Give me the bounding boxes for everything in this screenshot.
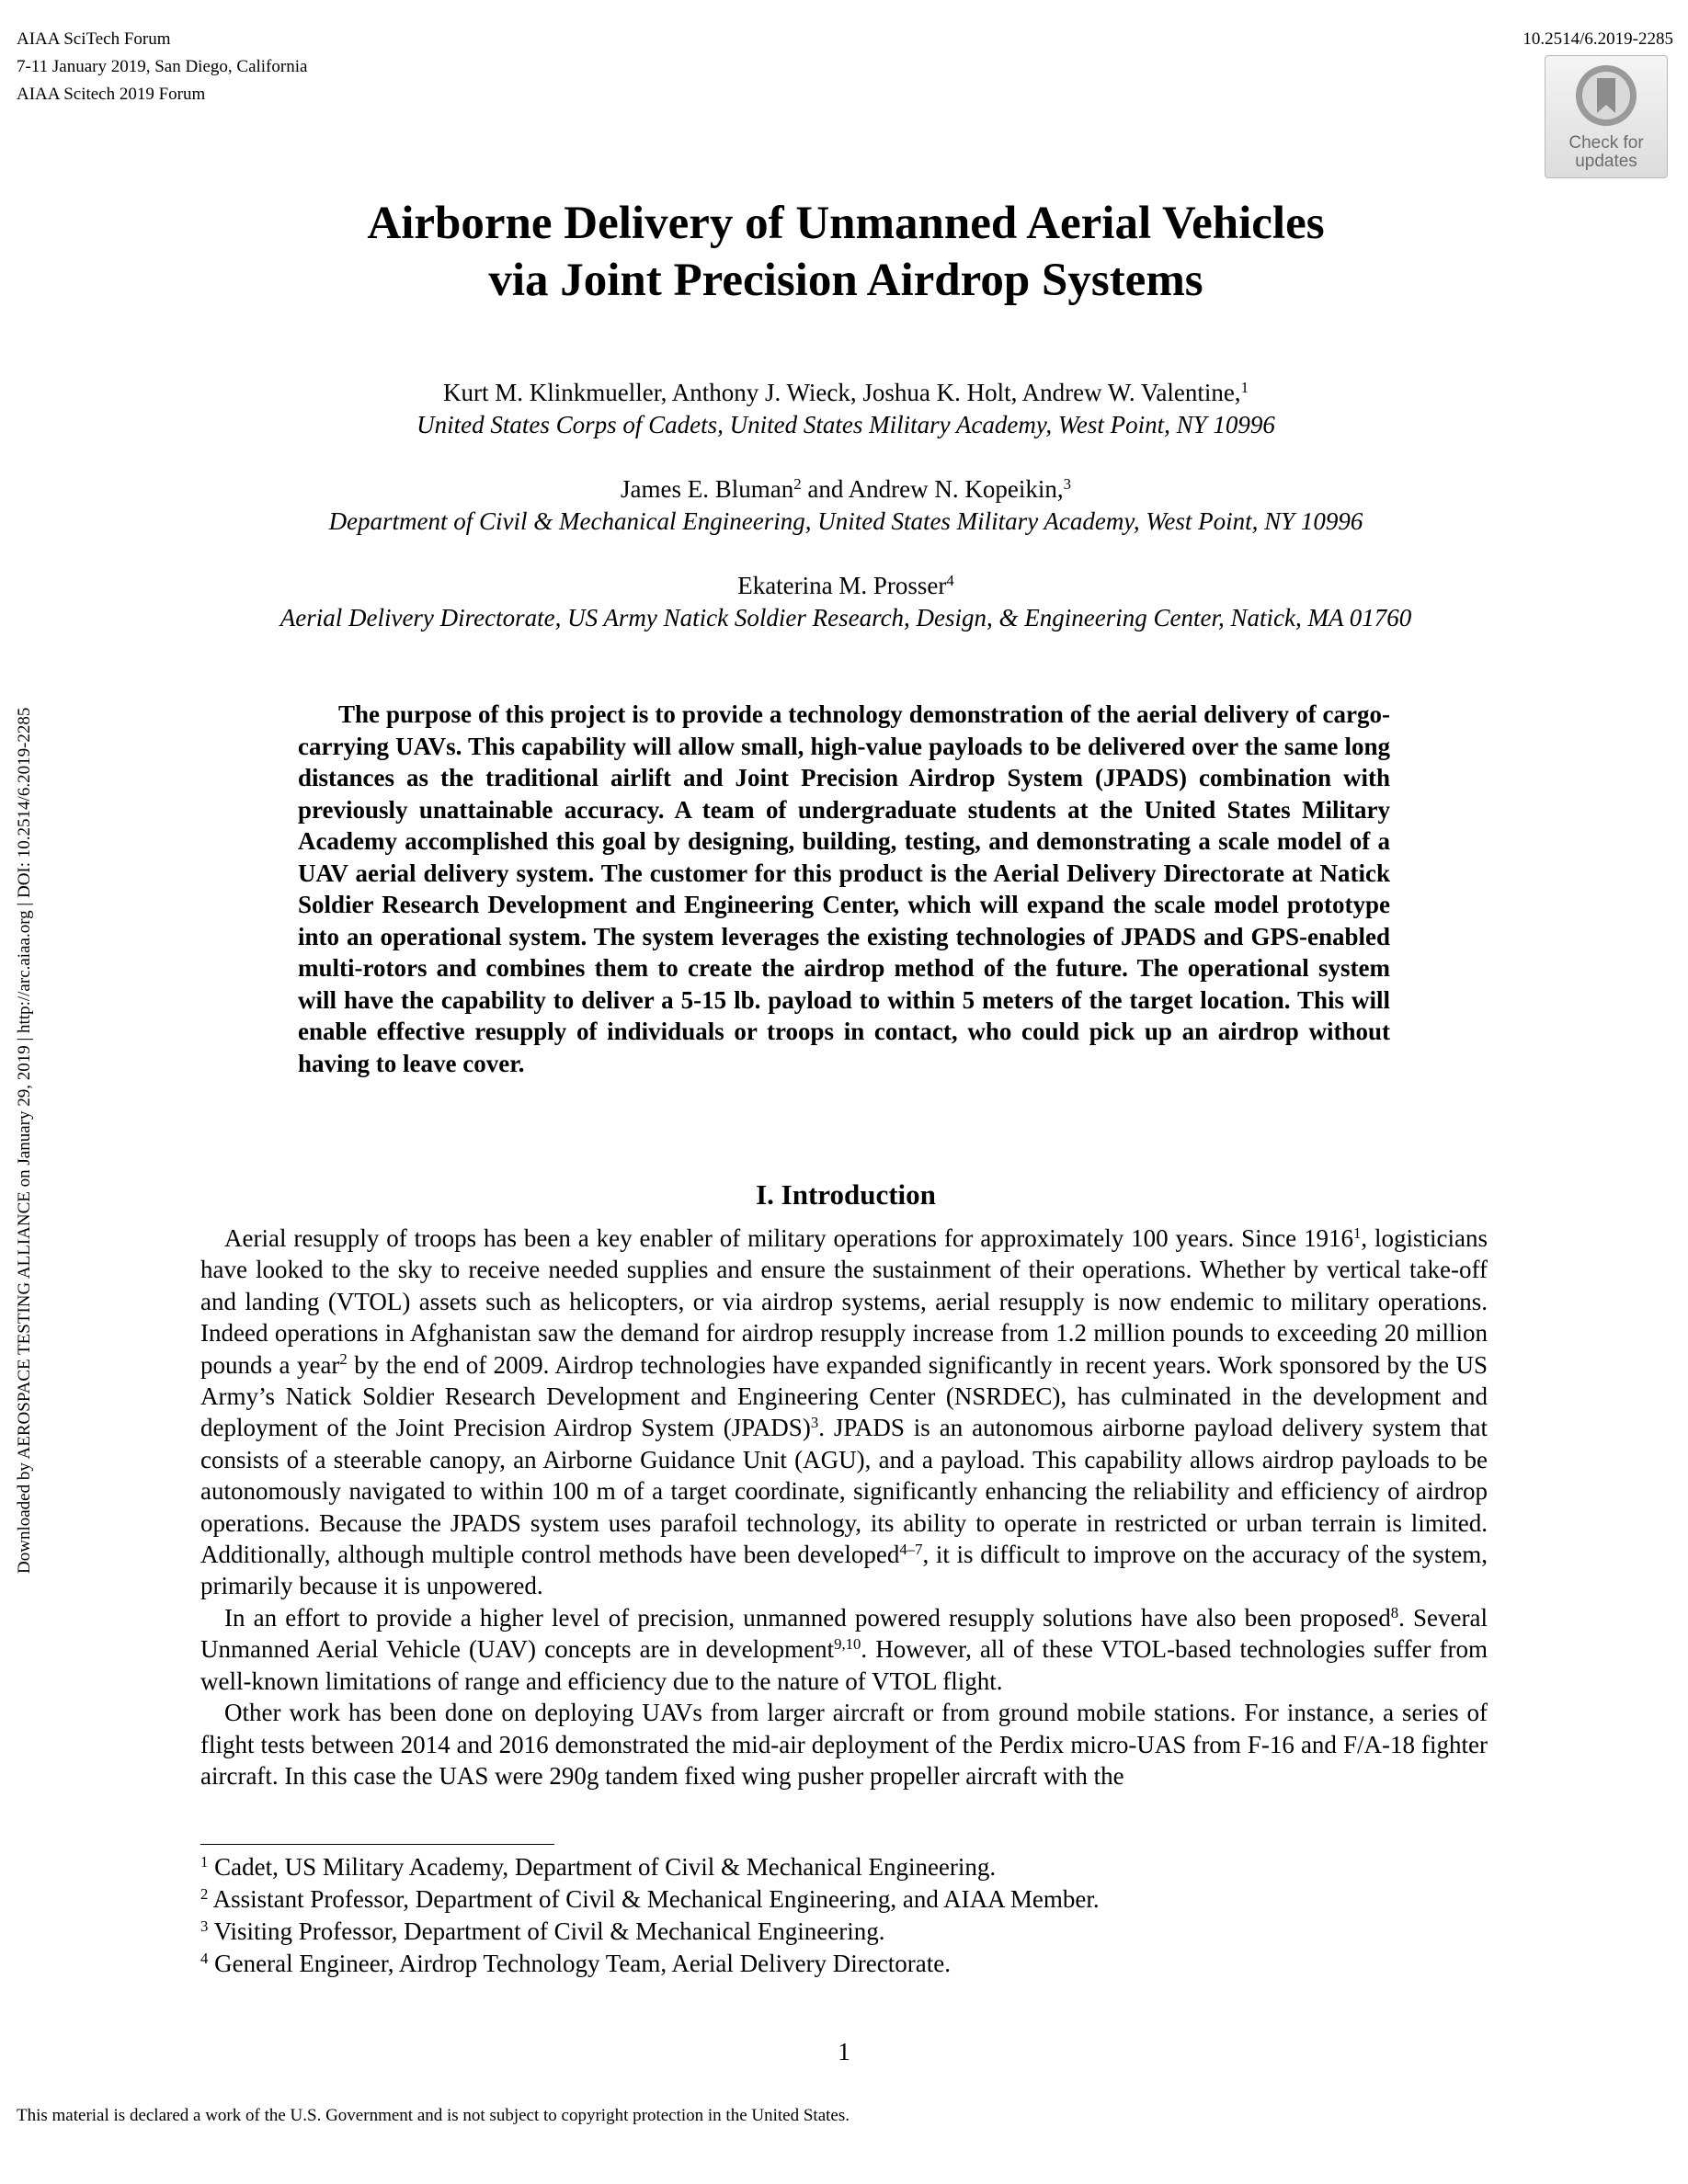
footnote [200,1851,1488,1883]
text-run: In an effort to provide a higher level of precision, unmanned powered resupply solutions have also been proposed [224,1603,1391,1632]
text-run: . Several Unmanned Aerial Vehicle (UAV) concepts are in development [200,1603,1488,1664]
author-names: Kurt M. Klinkmueller, Anthony J. Wieck, Joshua K. Holt, Andrew W. Valentine, [443,379,1241,406]
paragraph [200,1223,1488,1602]
check-for-updates-badge[interactable] [1545,55,1668,178]
author-block-faculty [110,473,1581,538]
footnote-text: General Engineer, Airdrop Technology Team, Aerial Delivery Directorate. [208,1950,951,1977]
abstract: The purpose of this project is to provide a technology demonstration of the aerial delivery of cargo-carrying UAVs. This capability will allow small, high-value payloads to be delivered over the same long distances as the traditional airlift and Joint Precision Airdrop System (JPADS) combination with previously unattainable accuracy. A team of undergraduate students at the United States Military Academy accomplished this goal by designing, building, testing, and demonstrating a scale model of a UAV aerial delivery system. The customer for this product is the Aerial Delivery Directorate at Natick Soldier Research Development and Engineering Center, which will expand the scale model prototype into an operational system. The system leverages the existing technologies of JPADS and GPS-enabled multi-rotors and combines them to create the airdrop method of the future. The operational system will have the capability to deliver a 5-15 lb. payload to within 5 meters of the target location. This will enable effective resupply of individuals or troops in contact, who could pick up an airdrop without having to leave cover. [298,700,1390,1077]
paragraph [200,1602,1488,1697]
badge-label-line2: updates [1575,152,1637,171]
footnote-mark: 4 [946,571,954,589]
footnote-mark: 4 [200,1949,209,1967]
footnotes [200,1851,1488,1980]
introduction-body [200,1223,1488,1792]
text-run: , logisticians have looked to the sky to receive needed supplies and ensure the sustainment of their operations. Whether by vertical take-off and landing (VTOL) assets such as helicopters, or via airdrop systems, aerial resupply is now endemic to military operations. Indeed operations in Afghanistan saw the demand for airdrop resupply increase from 1.2 million pounds to exceeding 20 million pounds a year [200,1224,1488,1379]
author-name: Ekaterina M. Prosser [737,572,947,599]
citation: 3 [810,1414,819,1432]
author-affiliation: Aerial Delivery Directorate, US Army Natick Soldier Research, Design, & Engineering Center, Natick, MA 01760 [279,604,1412,631]
conference-dates: 7-11 January 2019, San Diego, California [17,57,308,76]
footnote-mark: 2 [200,1884,209,1903]
footnote-divider [200,1844,554,1845]
text-run: . However, all of these VTOL-based technologies suffer from well-known limitations of range and efficiency due to the nature of VTOL flight. [200,1635,1488,1695]
author-block-cadets [110,377,1581,441]
conference-name: AIAA SciTech Forum [17,29,171,49]
footnote [200,1948,1488,1980]
badge-label-line1: Check for [1568,133,1644,153]
text-run: by the end of 2009. Airdrop technologies have expanded significantly in recent years. Work sponsored by the US Army’s Natick Soldier Research Development and Engineering Center (NSRDEC), has culminated in the development and deployment of the Joint Precision Airdrop System (JPADS) [200,1350,1488,1442]
footnote-mark: 1 [1240,378,1249,396]
bookmark-icon [1574,63,1638,128]
citation: 8 [1390,1603,1399,1621]
footnote-text: Assistant Professor, Department of Civil & Mechanical Engineering, and AIAA Member. [208,1885,1100,1913]
paper-title [202,195,1489,309]
conference-series: AIAA Scitech 2019 Forum [17,85,206,104]
text-run: . JPADS is an autonomous airborne payload delivery system that consists of a steerable canopy, an Airborne Guidance Unit (AGU), and a payload. This capability allows airdrop payloads to be autonomously navigated to within 100 m of a target coordinate, significantly enhancing the reliability and efficiency of airdrop operations. Because the JPADS system uses parafoil technology, its ability to operate in restricted or urban terrain is limited. Additionally, although multiple control methods have been developed [200,1414,1488,1569]
footnote-text: Cadet, US Military Academy, Department of Civil & Mechanical Engineering. [208,1853,997,1881]
footnote-text: Visiting Professor, Department of Civil & Mechanical Engineering. [208,1917,885,1945]
citation: 9,10 [834,1635,861,1654]
page-number: 1 [838,2038,850,2065]
conference-header [17,26,307,108]
footnote-mark: 3 [1063,474,1071,493]
author-name: and Andrew N. Kopeikin, [801,475,1064,503]
text-run: , it is difficult to improve on the accuracy of the system, primarily because it is unpowered. [200,1541,1488,1600]
copyright-footer: This material is declared a work of the U.S. Government and is not subject to copyright protection in the United States. [17,2106,850,2125]
footnote [200,1883,1488,1916]
paragraph: Other work has been done on deploying UAVs from larger aircraft or from ground mobile stations. For instance, a series of flight tests between 2014 and 2016 demonstrated the mid-air deployment of the Perdix micro-UAS from F-16 and F/A-18 fighter aircraft. In this case the UAS were 290g tandem fixed wing pusher propeller aircraft with the [200,1699,1488,1790]
title-line-2: via Joint Precision Airdrop Systems [488,255,1203,306]
footnote-mark: 3 [200,1917,209,1935]
author-block-natick [110,570,1581,634]
citation: 1 [1352,1223,1362,1242]
author-name: James E. Bluman [621,475,794,503]
title-line-1: Airborne Delivery of Unmanned Aerial Vehicles [367,198,1325,249]
section-heading-introduction: I. Introduction [756,1178,936,1211]
footnote-mark: 2 [793,474,802,493]
footnote [200,1916,1488,1948]
text-run: Aerial resupply of troops has been a key enabler of military operations for approximately 100 years. Since 1916 [224,1224,1353,1252]
doi-header: 10.2514/6.2019-2285 [1523,29,1673,49]
author-affiliation: Department of Civil & Mechanical Engineering, United States Military Academy, West Point, NY 10996 [328,507,1363,535]
author-affiliation: United States Corps of Cadets, United States Military Academy, West Point, NY 10996 [416,411,1275,438]
download-watermark: Downloaded by AEROSPACE TESTING ALLIANCE on January 29, 2019 | http://arc.aiaa.org | DOI: 10.2514/6.2019-2285 [15,707,34,1574]
citation: 4–7 [899,1540,923,1558]
footnote-mark: 1 [200,1852,209,1871]
citation: 2 [339,1350,348,1369]
